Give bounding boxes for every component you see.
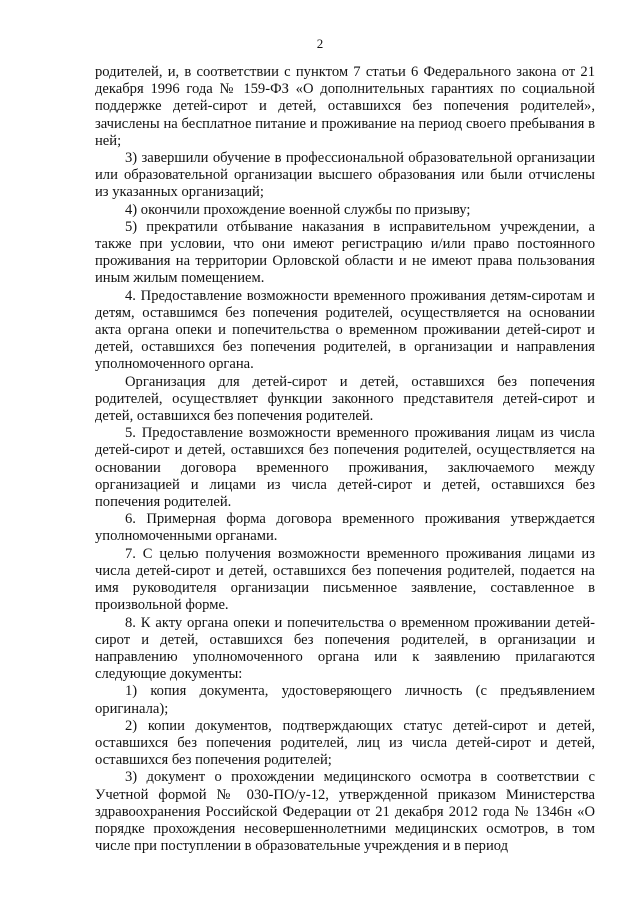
document-body	[95, 64, 595, 855]
paragraph-section-6: 6. Примерная форма договора временного проживания утверждается уполномоченными органами.	[95, 511, 595, 545]
paragraph-doc-2: 2) копии документов, подтверждающих статус детей-сирот и детей, оставшихся без попечения родителей, лиц из числа детей-сирот и детей, оставшихся без попечения родителей;	[95, 717, 595, 769]
paragraph-guardian-functions: Организация для детей-сирот и детей, оставшихся без попечения родителей, осуществляет функции законного представителя детей-сирот и детей, оставшихся без попечения родителей.	[95, 373, 595, 425]
page-number: 2	[316, 36, 324, 51]
paragraph-item-4: 4) окончили прохождение военной службы по призыву;	[125, 201, 471, 218]
paragraph-section-7: 7. С целью получения возможности временного проживания лицами из числа детей-сирот и детей, оставшихся без попечения родителей, подается на имя руководителя организации письменное заявление, составленное в произвольной форме.	[95, 545, 595, 614]
paragraph-section-8: 8. К акту органа опеки и попечительства о временном проживании детей-сирот и детей, оставшихся без попечения родителей, в организации и направлению уполномоченного органа или к заявлению прилагаются следующие документы:	[95, 614, 595, 683]
paragraph-item-3: 3) завершили обучение в профессиональной образовательной организации или образовательной организации высшего образования или были отчислены из указанных организаций;	[95, 150, 595, 201]
paragraph-item-5: 5) прекратили отбывание наказания в исправительном учреждении, а также при условии, что они имеют регистрацию и/или право постоянного проживания на территории Орловской области и не имеют права пользования иным жилым помещением.	[95, 218, 595, 287]
paragraph-section-5: 5. Предоставление возможности временного проживания лицам из числа детей-сирот и детей, оставшихся без попечения родителей, осуществляется на основании договора временного проживания, заключаемого между организацией и лицами из числа детей-сирот и детей, оставшихся без попечения родителей.	[95, 425, 595, 511]
paragraph-doc-3: 3) документ о прохождении медицинского осмотра в соответствии с Учетной формой № 030-ПО/у-12, утвержденной приказом Министерства здравоохранения Российской Федерации от 21 декабря 2012 года № 1346н «О порядке прохождения несовершеннолетними медицинских осмотров, в том числе при поступлении в образовательные учреждения и в период	[95, 769, 595, 855]
paragraph-continuation: родителей, и, в соответствии с пунктом 7 статьи 6 Федерального закона от 21 декабря 1996 года № 159-ФЗ «О дополнительных гарантиях по социальной поддержке детей-сирот и детей, оставшихся без попечения родителей», зачислены на бесплатное питание и проживание на период своего пребывания в ней;	[95, 64, 595, 149]
paragraph-doc-1: 1) копия документа, удостоверяющего личность (с предъявлением оригинала);	[95, 683, 595, 717]
paragraph-section-4: 4. Предоставление возможности временного проживания детям-сиротам и детям, оставшимся без попечения родителей, осуществляется на основании акта органа опеки и попечительства о временном проживании детей-сирот и детей, оставшихся без попечения родителей, в организации и направления уполномоченного органа.	[95, 287, 595, 373]
